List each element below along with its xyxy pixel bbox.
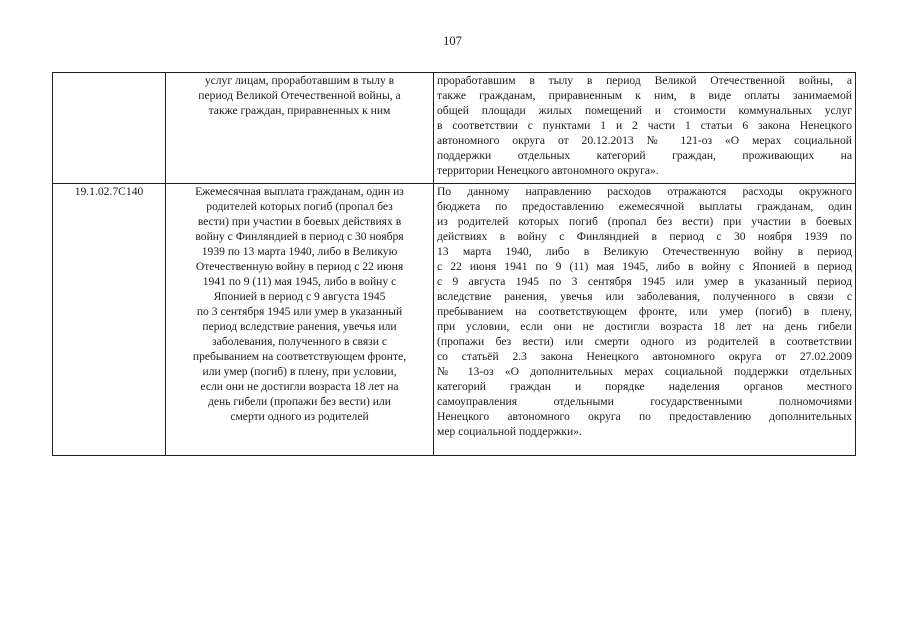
text-line: по 3 сентября 1945 или умер в указанный (196, 305, 403, 318)
text-line: мер социальной поддержки». (437, 425, 582, 438)
text-line: день гибели (пропажи без вести) или (207, 395, 392, 408)
table-row (53, 73, 856, 184)
description-cell (434, 73, 856, 184)
page-number: 107 (443, 34, 462, 48)
text-line: поддержки отдельных категорий граждан, проживающих на (437, 149, 852, 162)
text-line: или умер (погиб) в плену, при условии, (202, 365, 397, 378)
text-line: автономного округа от 20.12.2013 № 121-оз «О мерах социальной (437, 134, 852, 147)
text-line: период вследствие ранения, увечья или (202, 320, 397, 333)
text-line: Ежемесячная выплата гражданам, один из (195, 185, 404, 198)
text-line: со статьёй 2.3 закона Ненецкого автономного округа от 27.02.2009 (437, 350, 852, 363)
text-line: По данному направлению расходов отражаются расходы окружного (437, 185, 852, 198)
text-line: категорий граждан и порядке наделения органов местного (437, 380, 852, 393)
text-line: услуг лицам, проработавшим в тылу в (204, 74, 395, 87)
text-line: территории Ненецкого автономного округа». (437, 164, 659, 177)
table-row (53, 184, 856, 456)
text-line: родителей которых погиб (пропал без (206, 200, 393, 213)
text-line: вести) при участии в боевых действиях в (197, 215, 402, 228)
name-cell (166, 184, 434, 456)
budget-classification-table (52, 72, 856, 456)
text-line: если они не достигли возраста 18 лет на (200, 380, 399, 393)
code-cell: 19.1.02.7С140 (53, 184, 166, 456)
text-line: самоуправления отдельными государственными полномочиями (437, 395, 852, 408)
text-line: с 22 июня 1941 по 9 (11) мая 1945, либо в войну с Японией в период (437, 260, 852, 273)
name-cell (166, 73, 434, 184)
text-line: пребыванием на соответствующем фронте, или умер (погиб) в плену, (437, 305, 852, 318)
text-line: 1941 по 9 (11) мая 1945, либо в войну с (202, 275, 397, 288)
text-line: бюджета по предоставлению ежемесячной выплаты гражданам, один (437, 200, 852, 213)
text-line: № 13-оз «О дополнительных мерах социальной поддержки отдельных (437, 365, 852, 378)
text-line: общей площади жилых помещений и стоимости коммунальных услуг (437, 104, 852, 117)
text-line: Ненецкого автономного округа по предоставлению дополнительных (437, 410, 852, 423)
text-line: также граждан, приравненных к ним (208, 104, 391, 117)
description-cell (434, 184, 856, 456)
text-line: проработавшим в тылу в период Великой Отечественной войны, а (437, 74, 852, 87)
code-cell (53, 73, 166, 184)
text-line: из родителей которых погиб (пропал без вести) при участии в боевых (437, 215, 852, 228)
text-line: вследствие ранения, увечья или заболевания, полученного в связи с (437, 290, 852, 303)
text-line: заболевания, полученного в связи с (212, 335, 387, 348)
text-line: при условии, если они не достигли возраста 18 лет на день гибели (437, 320, 852, 333)
text-line: также гражданам, приравненным к ним, в виде оплаты занимаемой (437, 89, 852, 102)
text-line: в соответствии с пунктами 1 и 2 части 1 статьи 6 закона Ненецкого (437, 119, 852, 132)
text-line: Отечественную войну в период с 22 июня (195, 260, 404, 273)
text-line: (пропажи без вести) или смерти одного из родителей в соответствии (437, 335, 852, 348)
text-line: 13 марта 1940, либо в Великую Отечественную войну в период (437, 245, 852, 258)
text-line: с 9 августа 1945 по 3 сентября 1945 или умер в указанный период (437, 275, 852, 288)
text-line: действиях в войну с Финляндией в период с 30 ноября 1939 по (437, 230, 852, 243)
text-line: Японией в период с 9 августа 1945 (213, 290, 386, 303)
text-line: пребыванием на соответствующем фронте, (192, 350, 407, 363)
text-line: 1939 по 13 марта 1940, либо в Великую (201, 245, 398, 258)
text-line: смерти одного из родителей (230, 410, 369, 423)
text-line: период Великой Отечественной войны, а (198, 89, 401, 102)
text-line: войну с Финляндией в период с 30 ноября (195, 230, 404, 243)
